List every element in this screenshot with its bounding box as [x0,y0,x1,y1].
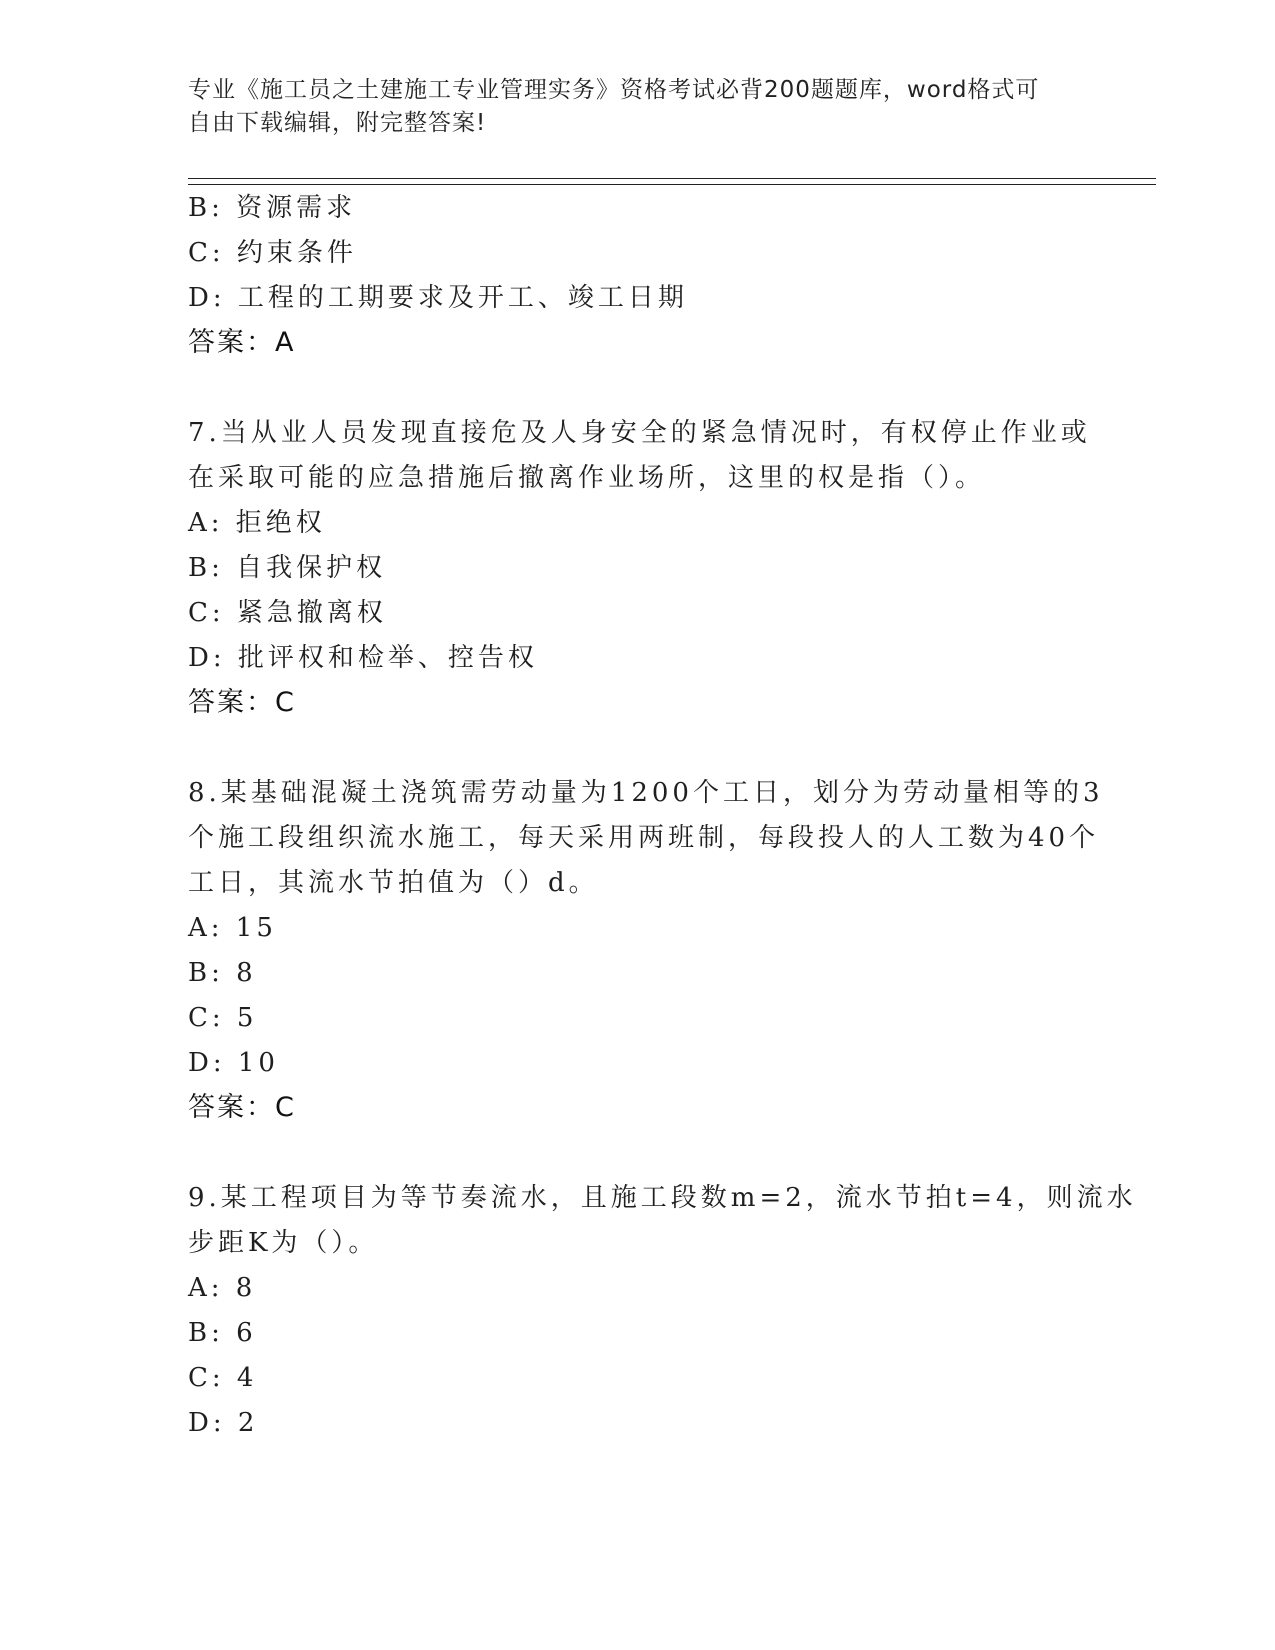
q6-option-d: D: 工程的工期要求及开工、竣工日期 [188,283,688,313]
q7-answer: 答案：C [188,687,296,718]
q6-option-c: C: 约束条件 [188,238,357,268]
q9-stem-line-2: 步距K为（）。 [188,1228,379,1258]
header-rule-bottom [188,184,1156,185]
q8-stem-line-2: 个施工段组织流水施工，每天采用两班制，每段投人的人工数为40个 [188,823,1100,853]
q9-option-a: A: 8 [188,1273,257,1303]
q9-option-d: D: 2 [188,1408,259,1438]
q9-option-c: C: 4 [188,1363,258,1393]
header-line-2: 自由下载编辑，附完整答案! [188,110,487,136]
q7-option-d: D: 批评权和检举、控告权 [188,643,538,673]
q8-answer: 答案：C [188,1092,296,1123]
header-rule-top [188,178,1156,179]
q7-option-a: A: 拒绝权 [188,508,326,538]
q7-option-b: B: 自我保护权 [188,553,387,583]
q7-option-c: C: 紧急撤离权 [188,598,387,628]
q6-option-b: B: 资源需求 [188,193,357,223]
q9-option-b: B: 6 [188,1318,257,1348]
q8-stem-line-3: 工日，其流水节拍值为（）d。 [188,868,599,898]
header-line-1: 专业《施工员之土建施工专业管理实务》资格考试必背200题题库，word格式可 [188,77,1040,103]
document-header [188,74,1068,140]
q8-option-b: B: 8 [188,958,257,988]
q8-option-d: D: 10 [188,1048,279,1078]
q8-option-a: A: 15 [188,913,277,943]
q7-stem-line-1: 7.当从业人员发现直接危及人身安全的紧急情况时，有权停止作业或 [188,418,1091,448]
q6-answer: 答案：A [188,327,296,358]
q9-stem-line-1: 9.某工程项目为等节奏流水，且施工段数m=2，流水节拍t=4，则流水 [188,1183,1137,1213]
q7-stem-line-2: 在采取可能的应急措施后撤离作业场所，这里的权是指（）。 [188,463,986,493]
q8-option-c: C: 5 [188,1003,258,1033]
q8-stem-line-1: 8.某基础混凝土浇筑需劳动量为1200个工日，划分为劳动量相等的3 [188,778,1104,808]
